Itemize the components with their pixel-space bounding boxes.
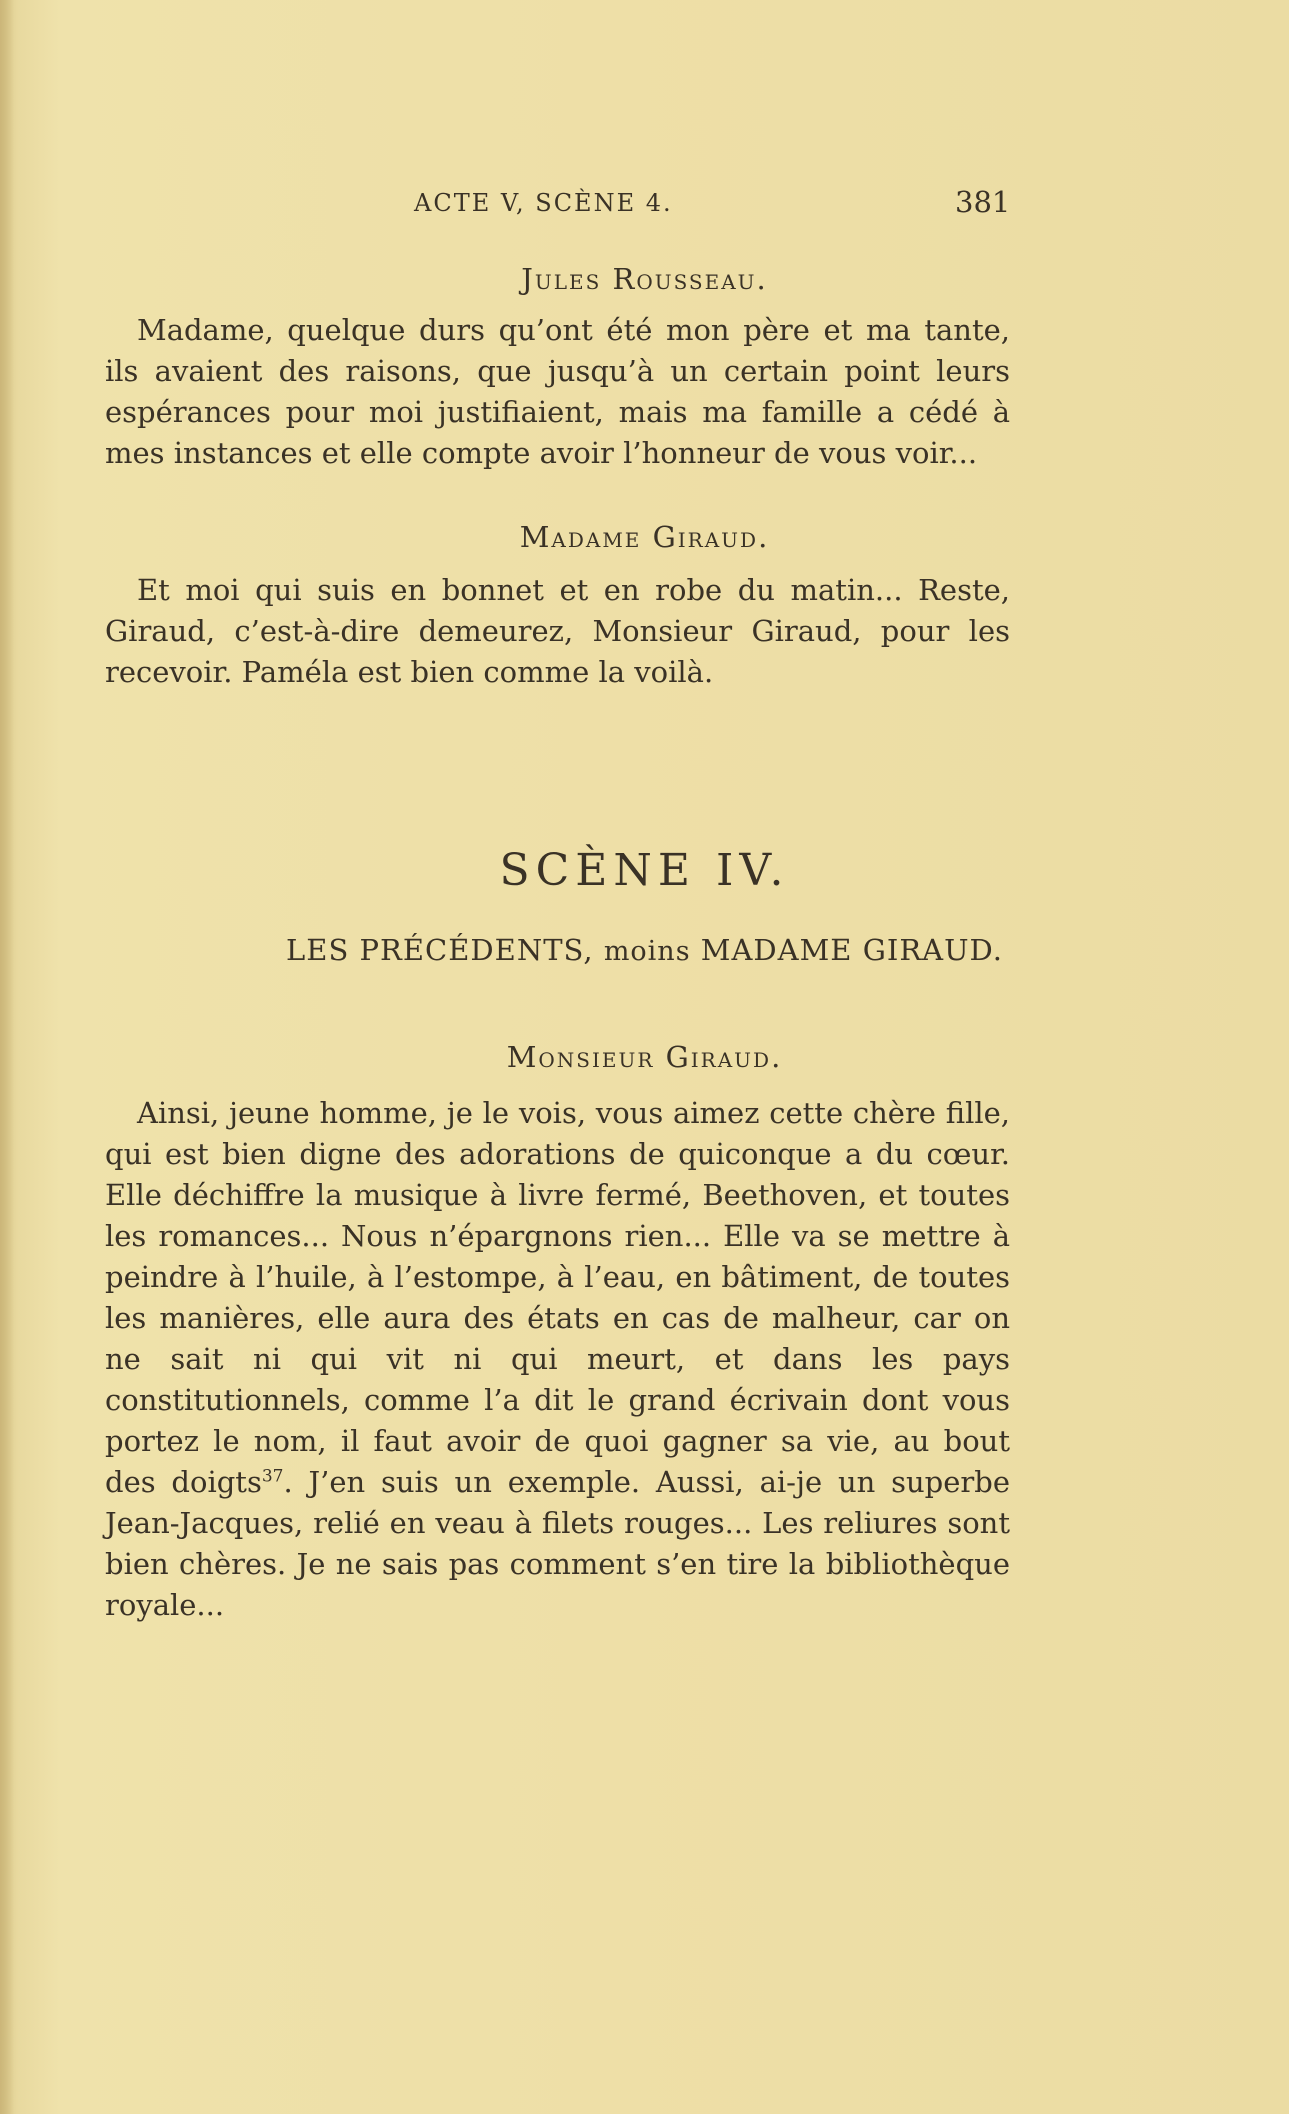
speaker-name: Jules Rousseau.	[521, 262, 768, 296]
dialogue-paragraph: Et moi qui suis en bonnet et en robe du matin... Reste, Giraud, c’est-à-dire demeurez, Monsieur Giraud, pour les recevoir. Paméla est bien comme la voilà.	[105, 573, 1010, 689]
characters-absent: MADAME GIRAUD.	[700, 933, 1003, 967]
footnote-mark: 37	[261, 1466, 284, 1487]
running-head	[0, 185, 1289, 225]
speaker-name: Madame Giraud.	[519, 520, 770, 554]
running-title: ACTE V, SCÈNE 4.	[414, 189, 673, 217]
dialogue-paragraph	[105, 1093, 1010, 1626]
scene-characters	[0, 933, 1289, 967]
dialogue-text: . J’en suis un exemple. Aussi, ai-je un superbe Jean-Jacques, relié en veau à filets rouges... Les reliures sont bien chères. Je ne sais pas comment s’en tire la bibliothèque royale...	[105, 1465, 1010, 1622]
characters-present: LES PRÉCÉDENTS,	[286, 933, 594, 967]
dialogue-paragraph: Madame, quelque durs qu’ont été mon père et ma tante, ils avaient des raisons, que jusqu’à un certain point leurs espérances pour moi justifiaient, mais ma famille a cédé à mes instances et elle compte avoir l’honneur de vous voir...	[105, 313, 1010, 470]
characters-connector: moins	[603, 936, 691, 967]
dialogue-text: Ainsi, jeune homme, je le vois, vous aimez cette chère fille, qui est bien digne des adorations de quiconque a du cœur. Elle déchiffre la musique à livre fermé, Beethoven, et toutes les romances... Nous n’épargnons rien... Elle va se mettre à peindre à l’huile, à l’estompe, à l’eau, en bâtiment, de toutes les manières, elle aura des états en cas de malheur, car on ne sait ni qui vit ni qui meurt, et dans les pays constitutionnels, comme l’a dit le grand écrivain dont vous portez le nom, il faut avoir de quoi gagner sa vie, au bout des doigts	[105, 1096, 1010, 1499]
speaker-name: Monsieur Giraud.	[506, 1040, 783, 1074]
scene-title: SCÈNE IV.	[499, 845, 790, 896]
page-number: 381	[955, 185, 1011, 219]
